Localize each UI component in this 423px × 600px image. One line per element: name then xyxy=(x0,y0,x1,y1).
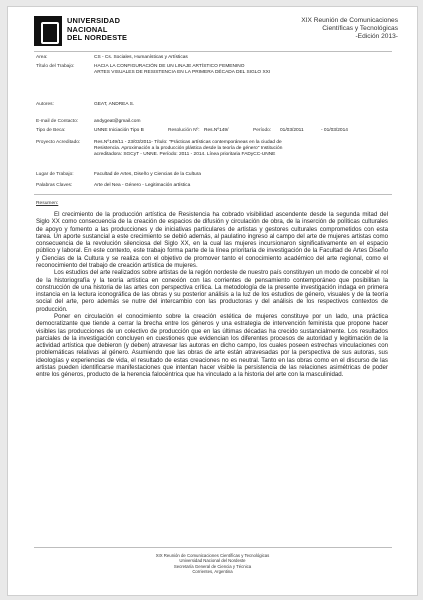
project-label: Proyecto Acreditado: xyxy=(36,140,81,145)
footer-divider xyxy=(34,547,392,548)
title-label: Título del Trabajo: xyxy=(36,64,75,69)
area-value: CS - Cs. Sociales, Humanísticas y Artísticas xyxy=(94,55,188,60)
project-line1: Res.Nº149/11 - 23/03/2011- Título: "Prácticas artísticas contemporáneas en la ciudad de xyxy=(94,140,282,145)
resolution-label: Resolución Nº: xyxy=(168,128,200,133)
conference-title: XIX Reunión de Comunicaciones Científicas y Tecnológicas -Edición 2013- xyxy=(301,17,398,41)
resolution-value: Res.Nº149/ xyxy=(204,128,229,133)
footer: XIX Reunión de Comunicaciones Científicas y Tecnológicas Universidad Nacional del Nordeste Secretaría General de Ciencia y Técnica Corrientes, Argentina xyxy=(155,553,270,574)
workplace-value: Facultad de Artes, Diseño y Ciencias de la Cultura xyxy=(94,172,201,177)
keywords-value: Arte del Nea - Género - Legitimación artística xyxy=(94,183,191,188)
keywords-label: Palabras Claves: xyxy=(36,183,73,188)
area-label: Area: xyxy=(36,55,48,60)
abstract-paragraph: Los estudios del arte realizados sobre artistas de la región nordeste de nuestro país constituyen un modo de concebir el rol de la historiografía y la teoría artística en conexión con las corrientes de pensamiento contemporáneo que posibilitan la construcción de una historia de las artes con perspectiva crítica. La metodología de la presente investigación indaga en primera instancia en la lectura iconográfica de las obras y su posterior análisis a la luz de los estudios de género, visuales y de la teoría social del arte, pero además se nutre del intercambio con las productoras y del análisis de los respectivos contextos de producción. xyxy=(36,269,388,313)
beca-type-label: Tipo de Beca: xyxy=(36,128,66,133)
abstract-label: Resumen: xyxy=(36,201,59,206)
project-line2: Resistencia. Aproximación a la producción plástica desde la teoría de género" Institución xyxy=(94,146,283,151)
meta-divider xyxy=(34,194,392,195)
period-end: - 01/03/2014 xyxy=(321,128,348,133)
work-title-line1: HACIA LA CONFIGURACIÓN DE UN LINAJE ARTÍSTICO FEMENINO xyxy=(94,64,245,69)
period-start: 01/03/2011 xyxy=(280,128,304,133)
project-line3: acreditadora: SGCyT - UNNE. Período: 2011 - 2014. Línea prioritaria FADyCC-UNNE xyxy=(94,152,276,157)
document-page xyxy=(7,6,418,596)
email-value: andygeat@gmail.com xyxy=(94,119,141,124)
period-label: Período: xyxy=(253,128,272,133)
header-divider xyxy=(34,51,392,52)
work-title-line2: ARTES VISUALES DE RESISTENCIA EN LA PRIMERA DÉCADA DEL SIGLO XXI xyxy=(94,70,271,75)
authors-label: Autores: xyxy=(36,102,54,107)
university-name: UNIVERSIDAD NACIONAL DEL NORDESTE xyxy=(67,16,128,42)
university-seal-icon xyxy=(34,16,62,46)
beca-type-value: UNNE Iniciación Tipo B xyxy=(94,128,144,133)
abstract-paragraph: El crecimiento de la producción artística de Resistencia ha cobrado visibilidad ascendente desde la segunda mitad del Siglo XX como consecuencia de la creación de espacios de difusión y circulación de obra, de la inserción de políticas culturales de apoyo y fomento a las producciones y de iniciativas particulares de artistas y gestores culturales comprometidos con esta tarea. Un aporte sustancial a este crecimiento se debió además, al paulatino ingreso al campo del arte de mujeres artistas como consecuencia de la revolución silenciosa del Siglo XX, en la cual las mujeres incursionaron significativamente en el espacio público y laboral. En este contexto, este trabajo forma parte de la línea prioritaria de investigación de la Facultad de Artes Diseño y Ciencias de la Cultura y se realiza con el objetivo de promover tanto el conocimiento académico del arte regional, como el reconocimiento del trabajo de creación artística de mujeres. xyxy=(36,211,388,269)
abstract-body xyxy=(36,211,388,378)
university-logo xyxy=(34,16,144,50)
email-label: E-mail de Contacto: xyxy=(36,119,79,124)
authors-value: GEAT, ANDREA S. xyxy=(94,102,135,107)
workplace-label: Lugar de Trabajo: xyxy=(36,172,74,177)
abstract-paragraph: Poner en circulación el conocimiento sobre la creación estética de mujeres constituye por un lado, una práctica democratizante que tiende a cerrar la brecha entre los géneros y una estrategia de intervención feminista que propone hacer visibles las producciones de un colectivo de producción que en las últimas décadas ha crecido sustancialmente. Los resultados parciales de la investigación concluyen en cuestiones que evidencian los diferentes procesos de autoridad y legitimación de la actividad artística que debieron (y deben) atravesar las autoras en dicho campo, los cuales poseen estrechas vinculaciones con problemáticas relativas al género. Asumiendo que las obras de arte están atravesadas por la perspectiva de sus autoras, sus ideologías y experiencias de vida, el resultado de estas creaciones no es neutral. Tanto en las obras como en el discurso de las artistas pueden identificarse manifestaciones que intentan hacer visible la persistencia de las relaciones asimétricas de poder entre los géneros, producto de la herencia falocéntrica que ha vinculado a la historia del arte con la masculinidad. xyxy=(36,312,388,379)
